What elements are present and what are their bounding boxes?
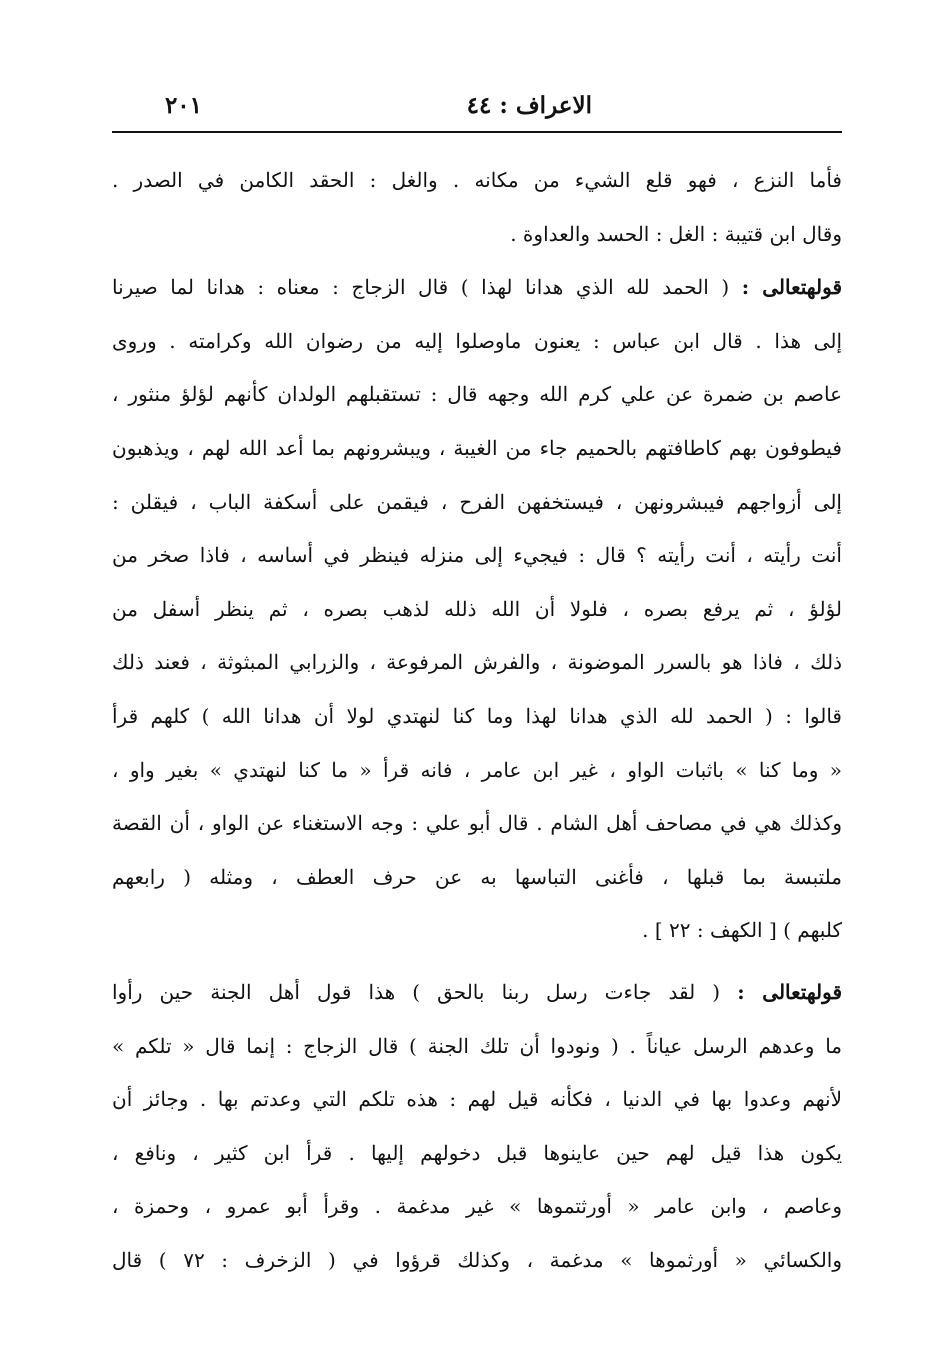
text-line: والكسائي « أورثموها » مدغمة ، وكذلك قرؤوا في ( الزخرف : ٧٢ ) قال bbox=[112, 1247, 842, 1272]
text-line: ملتبسة بما قبلها ، فأغنى التباسها به عن حرف العطف ، ومثله ( رابعهم bbox=[112, 864, 842, 889]
text-line: لؤلؤ ، ثم يرفع بصره ، فلولا أن الله ذلله لذهب بصره ، ثم ينظر أسفل من bbox=[112, 596, 842, 621]
text-line: ما وعدهم الرسل عياناً . ( ونودوا أن تلك الجنة ) قال الزجاج : إنما قال « تلكم » bbox=[112, 1033, 842, 1058]
text-line: وقال ابن قتيبة : الغل : الحسد والعداوة . bbox=[510, 221, 842, 246]
text-line: يكون هذا قيل لهم حين عاينوها قبل دخولهم إليها . قرأ ابن كثير ، ونافع ، bbox=[112, 1140, 842, 1165]
verse-text: ( لقد جاءت رسل ربنا بالحق ) هذا قول أهل الجنة حين رأوا bbox=[112, 979, 721, 1004]
verse-text: ( الحمد لله الذي هدانا لهذا ) قال الزجاج : معناه : هدانا لما صيرنا bbox=[112, 275, 730, 300]
page-header bbox=[112, 88, 842, 128]
page-number: ٢٠١ bbox=[164, 92, 202, 119]
text-line: فأما النزع ، فهو قلع الشيء من مكانه . والغل : الحقد الكامن في الصدر . bbox=[112, 168, 842, 192]
text-line: « وما كنا » باثبات الواو ، غير ابن عامر ، فانه قرأ « ما كنا لنهتدي » بغير واو ، bbox=[112, 757, 842, 782]
header-rule bbox=[112, 131, 842, 133]
text-line: فيطوفون بهم كاطافتهم بالحميم جاء من الغيبة ، ويبشرونهم بما أعد الله لهم ، ويذهبون bbox=[112, 435, 842, 460]
body-text bbox=[112, 154, 842, 1287]
verse-keyword: قولهتعالى : bbox=[741, 275, 842, 300]
text-line bbox=[112, 966, 842, 1020]
verse-keyword: قولهتعالى : bbox=[737, 979, 842, 1004]
text-line: قالوا : ( الحمد لله الذي هدانا لهذا وما كنا لنهتدي لولا أن هدانا الله ) كلهم قرأ bbox=[112, 703, 842, 728]
text-line bbox=[112, 261, 842, 315]
text-line: وكذلك هي في مصاحف أهل الشام . قال أبو علي : وجه الاستغناء عن الواو ، أن القصة bbox=[112, 811, 842, 836]
running-head: الاعراف : ٤٤ bbox=[466, 92, 592, 119]
text-line: كلبهم ) [ الكهف : ٢٢ ] . bbox=[642, 918, 842, 943]
text-line: أنت رأيته ، أنت رأيته ؟ قال : فيجيء إلى منزله فينظر في أساسه ، فاذا صخر من bbox=[112, 543, 842, 568]
text-line: عاصم بن ضمرة عن علي كرم الله وجهه قال : تستقبلهم الولدان كأنهم لؤلؤ منثور ، bbox=[112, 382, 842, 407]
text-line: وعاصم ، وابن عامر « أورثتموها » غير مدغمة . وقرأ أبو عمرو ، وحمزة ، bbox=[112, 1194, 842, 1219]
text-line: إلى أزواجهم فيبشرونهن ، فيستخفهن الفرح ، فيقمن على أسكفة الباب ، فيقلن : bbox=[112, 489, 842, 514]
text-line: لأنهم وعدوا بها في الدنيا ، فكأنه قيل لهم : هذه تلكم التي وعدتم بها . وجائز أن bbox=[112, 1087, 842, 1112]
text-line: ذلك ، فاذا هو بالسرر الموضونة ، والفرش المرفوعة ، والزرابي المبثوثة ، فعند ذلك bbox=[112, 650, 842, 675]
text-line: إلى هذا . قال ابن عباس : يعنون ماوصلوا إليه من رضوان الله وكرامته . وروى bbox=[112, 328, 842, 353]
